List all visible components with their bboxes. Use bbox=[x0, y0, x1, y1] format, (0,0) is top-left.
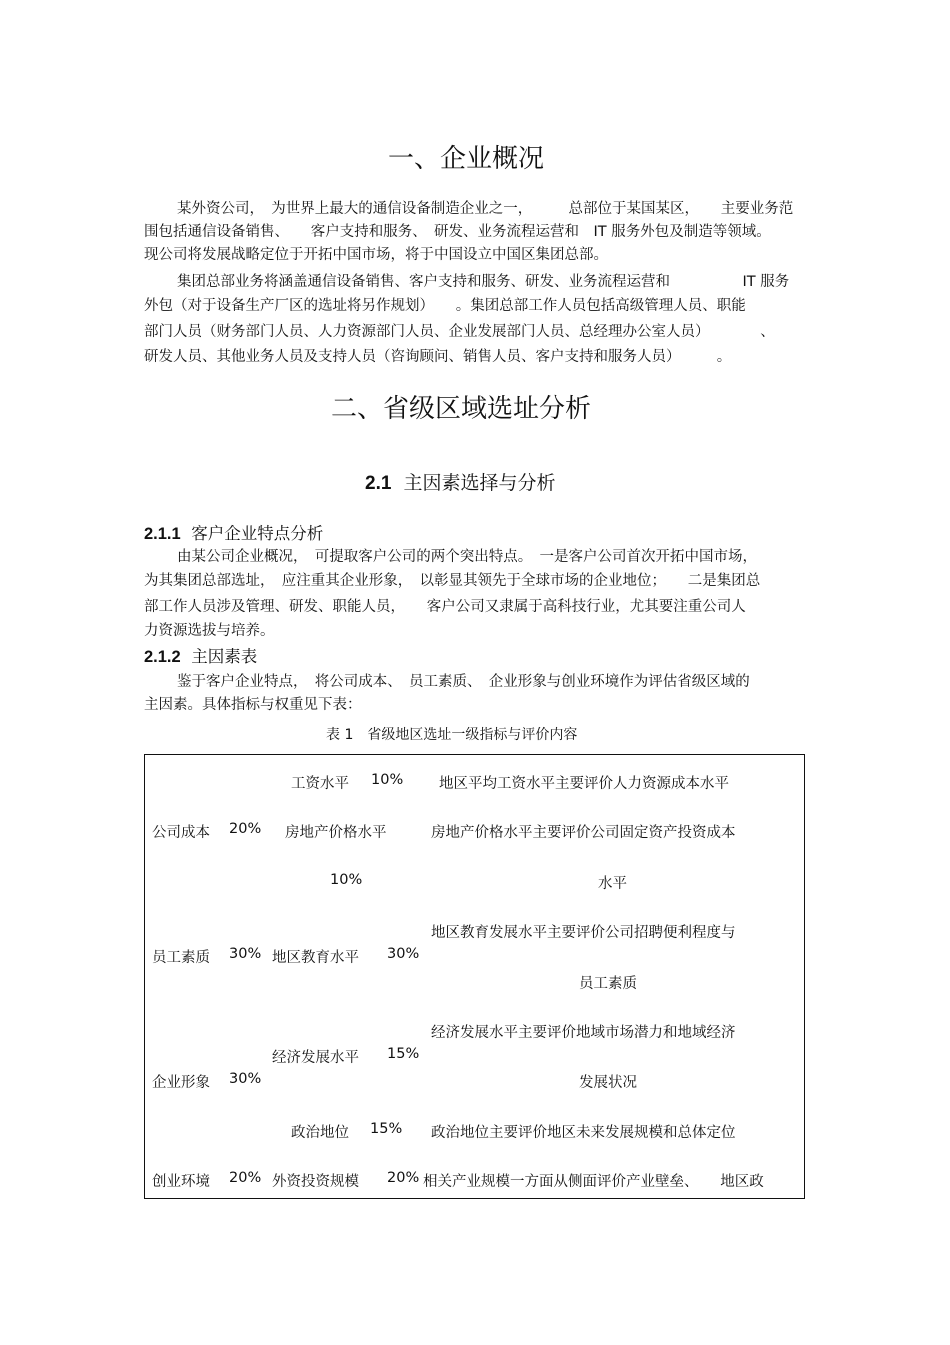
subsubsection-number: 2.1.2 bbox=[144, 648, 181, 666]
factor-image: 企业形象 bbox=[152, 1075, 210, 1091]
paragraph-line: 围包括通信设备销售、 客户支持和服务、 研发、业务流程运营和 IT 服务外包及制造等领域。 bbox=[144, 224, 771, 240]
paragraph-line: 部门人员（财务部门人员、人力资源部门人员、企业发展部门人员、总经理办公室人员） 、 bbox=[144, 324, 775, 340]
weight-environment: 20% bbox=[229, 1170, 262, 1186]
table-caption: 表 1 省级地区选址一级指标与评价内容 bbox=[326, 727, 578, 743]
paragraph-line: 某外资公司， 为世界上最大的通信设备制造企业之一， 总部位于某国某区， 主要业务范 bbox=[177, 201, 794, 217]
factor-environment: 创业环境 bbox=[152, 1174, 210, 1190]
weight-wage: 10% bbox=[371, 772, 404, 788]
weight-estate: 10% bbox=[330, 872, 363, 888]
subsubsection-heading bbox=[144, 520, 323, 544]
indicator-wage: 工资水平 bbox=[291, 776, 349, 792]
weight-economy: 15% bbox=[387, 1046, 420, 1062]
paragraph-line: 力资源选拔与培养。 bbox=[144, 623, 275, 639]
weight-education: 30% bbox=[387, 946, 420, 962]
paragraph-line: 鉴于客户企业特点， 将公司成本、 员工素质、 企业形象与创业环境作为评估省级区域的 bbox=[177, 674, 750, 690]
weight-politics: 15% bbox=[370, 1121, 403, 1137]
weight-fdi: 20% bbox=[387, 1170, 420, 1186]
paragraph-line: 主因素。具体指标与权重见下表： bbox=[144, 697, 362, 713]
desc-economy-cont: 发展状况 bbox=[579, 1075, 637, 1091]
indicator-economy: 经济发展水平 bbox=[272, 1050, 359, 1066]
paragraph-line: 现公司将发展战略定位于开拓中国市场，将于中国设立中国区集团总部。 bbox=[144, 247, 608, 263]
desc-economy: 经济发展水平主要评价地域市场潜力和地域经济 bbox=[431, 1025, 736, 1041]
desc-politics: 政治地位主要评价地区未来发展规模和总体定位 bbox=[431, 1125, 736, 1141]
subsection-heading bbox=[365, 468, 556, 495]
subsubsection-number: 2.1.1 bbox=[144, 525, 181, 543]
desc-education: 地区教育发展水平主要评价公司招聘便利程度与 bbox=[431, 925, 736, 941]
paragraph-line: 部工作人员涉及管理、研发、职能人员， 客户公司又隶属于高科技行业，尤其要注重公司人 bbox=[144, 599, 746, 615]
indicator-fdi: 外资投资规模 bbox=[272, 1174, 359, 1190]
weight-staff: 30% bbox=[229, 946, 262, 962]
subsubsection-title: 主因素表 bbox=[191, 647, 258, 666]
subsection-title: 主因素选择与分析 bbox=[403, 472, 556, 494]
desc-estate-cont: 水平 bbox=[598, 876, 627, 892]
factor-staff: 员工素质 bbox=[152, 950, 210, 966]
paragraph-line: 外包（对于设备生产厂区的选址将另作规划） 。集团总部工作人员包括高级管理人员、职能 bbox=[144, 298, 746, 314]
desc-wage: 地区平均工资水平主要评价人力资源成本水平 bbox=[439, 776, 729, 792]
desc-fdi: 相关产业规模一方面从侧面评价产业壁垒、 地区政 bbox=[423, 1174, 764, 1190]
paragraph-line: 集团总部业务将涵盖通信设备销售、客户支持和服务、研发、业务流程运营和 IT 服务 bbox=[177, 274, 790, 290]
paragraph-line: 由某公司企业概况， 可提取客户公司的两个突出特点。 一是客户公司首次开拓中国市场， bbox=[177, 549, 757, 565]
indicator-estate: 房地产价格水平 bbox=[285, 825, 387, 841]
subsubsection-title: 客户企业特点分析 bbox=[191, 524, 324, 543]
indicator-table bbox=[144, 754, 805, 1199]
weight-image: 30% bbox=[229, 1071, 262, 1087]
desc-education-cont: 员工素质 bbox=[579, 976, 637, 992]
desc-estate: 房地产价格水平主要评价公司固定资产投资成本 bbox=[431, 825, 736, 841]
subsubsection-heading bbox=[144, 643, 257, 667]
section-title-overview: 一、企业概况 bbox=[388, 144, 545, 174]
weight-cost: 20% bbox=[229, 821, 262, 837]
paragraph-line: 为其集团总部选址， 应注重其企业形象， 以彰显其领先于全球市场的企业地位； 二是集团总 bbox=[144, 573, 761, 589]
subsection-number: 2.1 bbox=[365, 473, 392, 494]
section-title-location-analysis: 二、省级区域选址分析 bbox=[331, 394, 592, 424]
factor-cost: 公司成本 bbox=[152, 825, 210, 841]
indicator-politics: 政治地位 bbox=[291, 1125, 349, 1141]
indicator-education: 地区教育水平 bbox=[272, 950, 359, 966]
paragraph-line: 研发人员、其他业务人员及支持人员（咨询顾问、销售人员、客户支持和服务人员） 。 bbox=[144, 349, 732, 365]
